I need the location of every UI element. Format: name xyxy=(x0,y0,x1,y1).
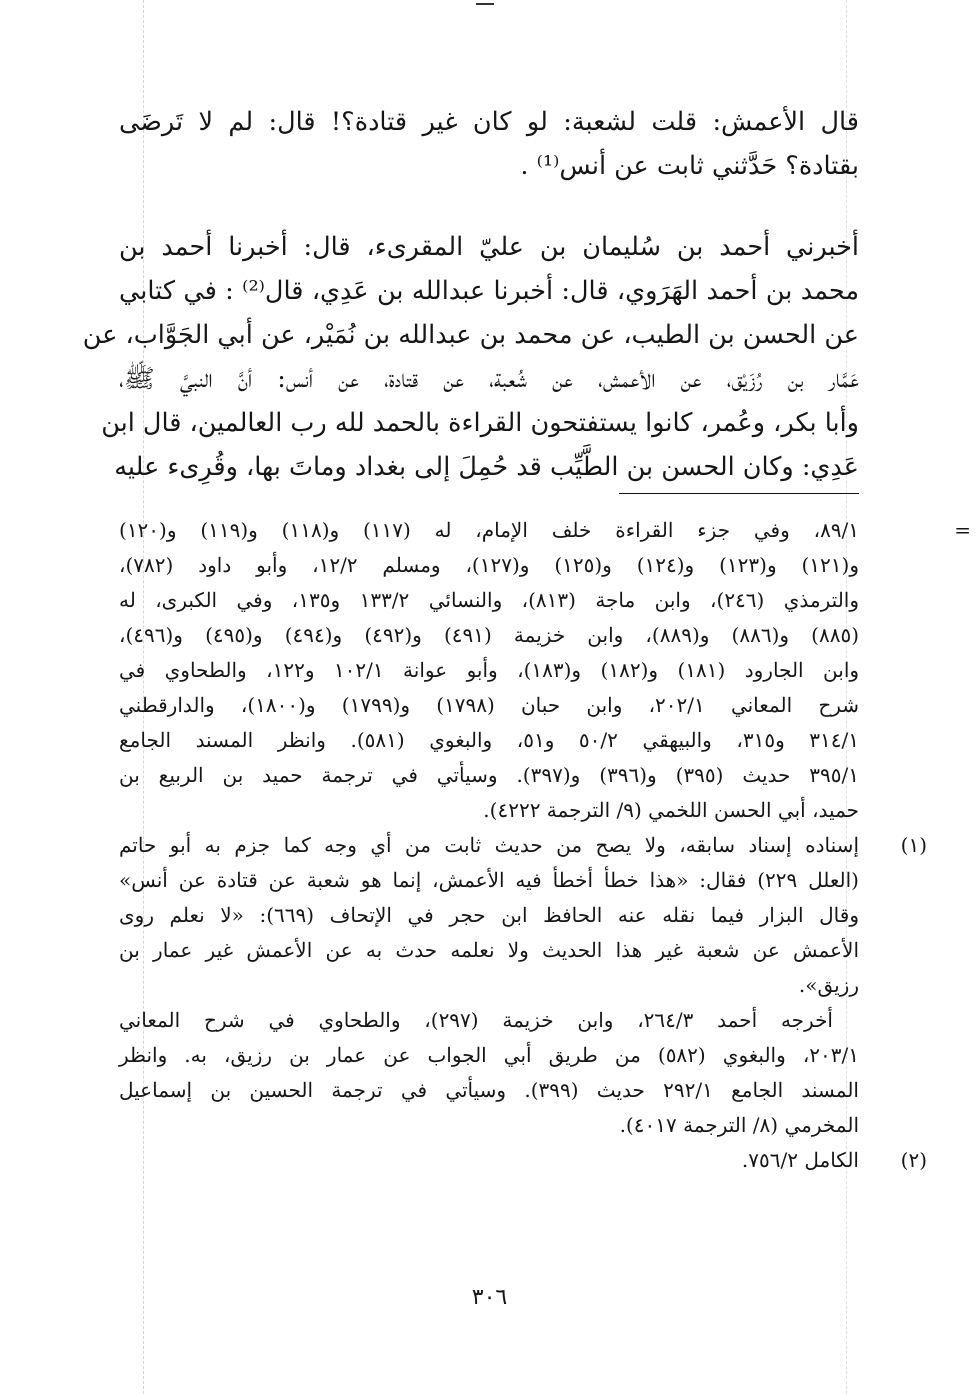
footnote-line: (العلل ٢٢٩) فقال: «هذا خطأ أخطأ فيه الأعمش، إنما هو شعبة عن قتادة عن أنس» xyxy=(119,868,859,892)
footnote-line: المسند الجامع ٢٩٢/١ حديث (٣٩٩). وسيأتي في ترجمة الحسين بن إسماعيل xyxy=(119,1078,859,1102)
footnote-line: و(١٢١) و(١٢٣) و(١٢٤) و(١٢٥) و(١٢٧)، ومسلم ١٢/٢، وأبو داود (٧٨٢)، xyxy=(119,553,859,577)
footnote-line: رزيق». xyxy=(798,973,859,997)
text-line: أخبرني أحمد بن سُليمان بن عليّ المقرىء، قال: أخبرنا أحمد بن xyxy=(119,232,859,262)
footnote-divider xyxy=(619,493,859,494)
footnote-line: ٣١٤/١ و٣١٥، والبيهقي ٥٠/٢ و٥١، والبغوي (٥٨١). وانظر المسند الجامع xyxy=(119,728,860,752)
footnote-line: وابن الجارود (١٨١) و(١٨٢) و(١٨٣)، وأبو عوانة ١٠٢/١ و١٢٢، والطحاوي في xyxy=(119,658,860,682)
text-line: محمد بن أحمد الهَرَوي، قال: أخبرنا عبدالله بن عَدِي، قال⁽²⁾ : في كتابي xyxy=(119,276,859,306)
text-line: بقتادة؟ حَدَّثني ثابت عن أنس⁽¹⁾ . xyxy=(520,151,859,181)
text-line: عن الحسن بن الطيب، عن محمد بن عبدالله بن نُمَيْر، عن أبي الجَوَّاب، عن xyxy=(82,320,859,350)
footnote-2 xyxy=(119,1143,927,1178)
footnote-line: (٨٨٥) و(٨٨٦) و(٨٨٩)، وابن خزيمة (٤٩١) و(٤٩٢) و(٤٩٤) و(٤٩٥) و(٤٩٦)، xyxy=(119,623,859,647)
footnote-number: (٢) xyxy=(900,1148,927,1172)
footnote-line: ٣٩٥/١ حديث (٣٩٥) و(٣٩٦) و(٣٩٧). وسيأتي في ترجمة حميد بن الربيع بن xyxy=(119,763,859,787)
footnote-line: وقال البزار فيما نقله عنه الحافظ ابن حجر في الإتحاف (٦٦٩): «لا نعلم روى xyxy=(119,903,859,927)
text-line: قال الأعمش: قلت لشعبة: لو كان غير قتادة؟! قال: لم لا تَرضَى xyxy=(119,107,859,137)
text-line: عَدِي: وكان الحسن بن الطَّيِّب قد حُمِلَ إلى بغداد وماتَ بها، وقُرِىء عليه xyxy=(114,452,859,482)
top-edge-mark xyxy=(470,0,500,8)
footnote-line: والترمذي (٢٤٦)، وابن ماجة (٨١٣)، والنسائي ١٣٣/٢ و١٣٥، وفي الكبرى، له xyxy=(119,588,860,612)
footnote-line: ٨٩/١، وفي جزء القراءة خلف الإمام، له (١١٧) و(١١٨) و(١١٩) و(١٢٠) xyxy=(119,518,860,542)
footnote-line: الأعمش عن شعبة غير هذا الحديث ولا نعلمه حدث به عن الأعمش غير عمار بن xyxy=(119,938,859,962)
text-line: عَمَّار بن رُزَيْق، عن الأعمش، عن شُعبة، عن قتادة، عن أنس: أنَّ النبيَّ ﷺ، xyxy=(119,364,859,394)
footnote-line: المخرمي (٨/ الترجمة ٤٠١٧). xyxy=(619,1113,859,1137)
footnote-number: (١) xyxy=(900,833,927,857)
footnotes xyxy=(119,513,971,1178)
main-paragraph-2 xyxy=(82,225,859,489)
footnote-line: ٢٠٣/١، والبغوي (٥٨٢) من طريق أبي الجواب عن عمار بن رزيق، به. وانظر xyxy=(119,1043,859,1067)
footnote-line: أخرجه أحمد ٢٦٤/٣، وابن خزيمة (٢٩٧)، والطحاوي في شرح المعاني xyxy=(119,1008,833,1032)
footnote-continuation xyxy=(119,513,971,828)
footnote-line: الكامل ٧٥٦/٢. xyxy=(741,1148,859,1172)
footnote-line: إسناده إسناد سابقه، ولا يصح من حديث ثابت من أي وجه كما جزم به أبو حاتم xyxy=(119,833,859,857)
footnote-1-sources xyxy=(119,1003,859,1143)
main-paragraph-1 xyxy=(119,100,859,188)
continuation-mark: = xyxy=(954,518,971,542)
footnote-line: حميد، أبي الحسن اللخمي (٩/ الترجمة ٤٢٢٢). xyxy=(483,798,859,822)
text-line: وأبا بكر، وعُمر، كانوا يستفتحون القراءة بالحمد لله رب العالمين، قال ابن xyxy=(101,408,859,438)
page-number: ٣٠٦ xyxy=(471,1285,508,1310)
footnote-1 xyxy=(119,828,927,1003)
footnote-line: شرح المعاني ٢٠٢/١، وابن حبان (١٧٩٨) و(١٧٩٩) و(١٨٠٠)، والدارقطني xyxy=(119,693,860,717)
